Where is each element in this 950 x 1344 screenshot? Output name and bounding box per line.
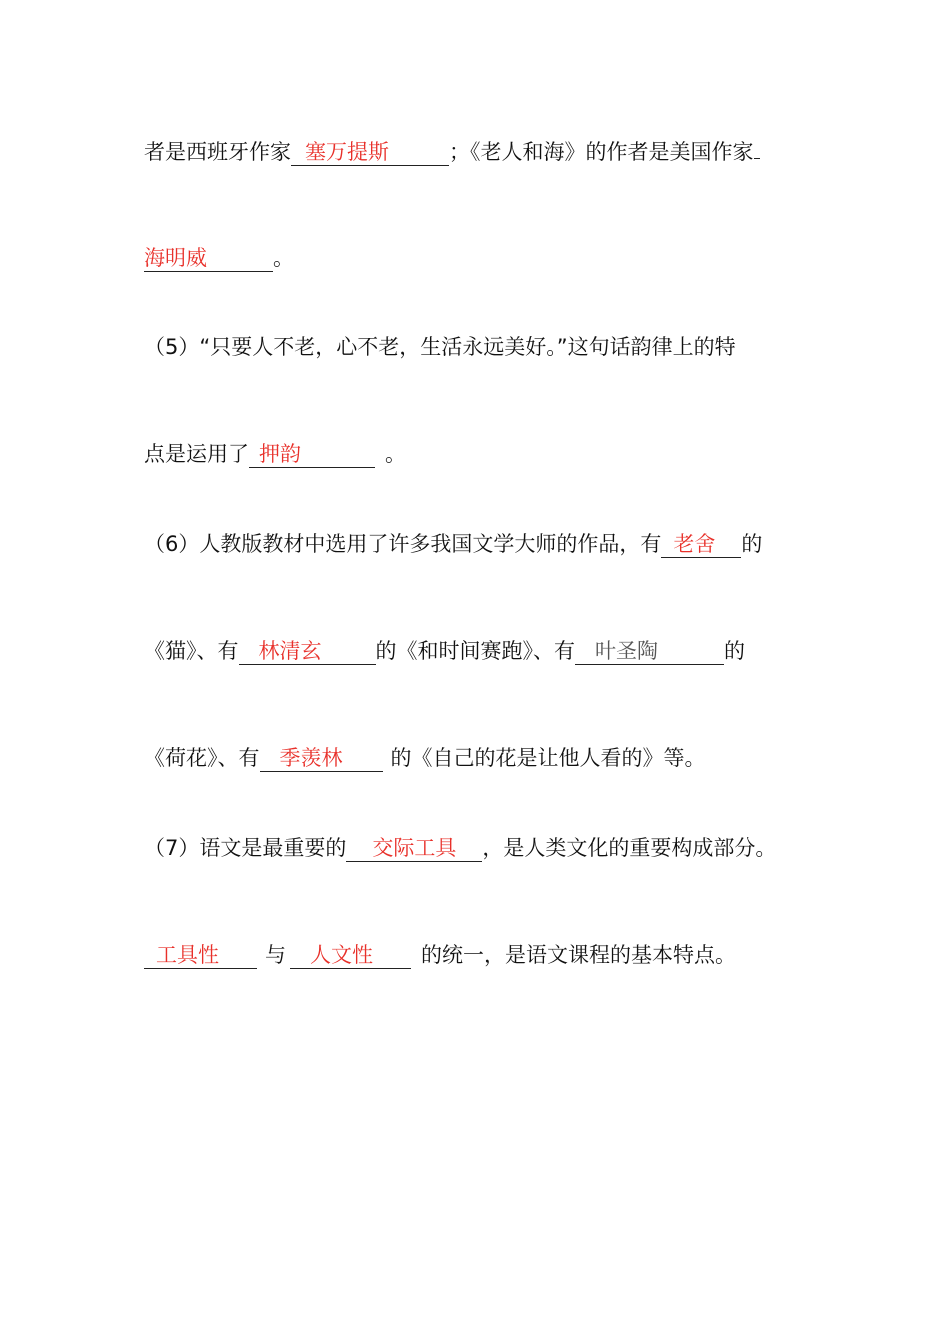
answer-ye-shengtao: 叶圣陶 bbox=[595, 639, 658, 663]
answer-instrumentality: 工具性 bbox=[156, 943, 219, 967]
line-text: 的 bbox=[724, 639, 745, 663]
answer-humanism: 人文性 bbox=[310, 943, 373, 967]
answer-communication-tool: 交际工具 bbox=[372, 836, 457, 860]
answer-hemingway: 海明威 bbox=[144, 246, 207, 270]
text-line-3 bbox=[144, 332, 736, 362]
text-line-7 bbox=[144, 743, 706, 773]
line-text: 。 bbox=[385, 442, 406, 466]
text-line-5 bbox=[144, 529, 762, 559]
line-text: 的《和时间赛跑》、有 bbox=[375, 639, 575, 663]
question-6: （6）人教版教材中选用了许多我国文学大师的作品，有 bbox=[144, 532, 662, 556]
question-5: （5）“只要人不老，心不老，生活永远美好。”这句话韵律上的特 bbox=[144, 335, 736, 359]
line-text: 。 bbox=[273, 246, 294, 270]
line-text: 《荷花》、有 bbox=[144, 746, 260, 770]
text-line-9 bbox=[144, 940, 736, 970]
text-line-8 bbox=[144, 833, 776, 863]
line-text: 《猫》、有 bbox=[144, 639, 239, 663]
line-text: 点是运用了 bbox=[144, 442, 249, 466]
text-line-2 bbox=[144, 243, 294, 273]
answer-rhyme: 押韵 bbox=[259, 442, 301, 466]
text-line-1 bbox=[144, 136, 760, 167]
line-text: ；《老人和海》的作者是美国作家 bbox=[449, 140, 754, 164]
line-text: 的《自己的花是让他人看的》等。 bbox=[390, 746, 706, 770]
answer-blank bbox=[754, 136, 760, 159]
line-text: 的统一，是语文课程的基本特点。 bbox=[421, 943, 736, 967]
line-text: 的 bbox=[741, 532, 763, 556]
question-7: （7）语文是最重要的 bbox=[144, 836, 347, 860]
answer-ji-xianlin: 季羡林 bbox=[279, 746, 343, 770]
line-text: 与 bbox=[265, 943, 286, 967]
line-text: ，是人类文化的重要构成部分。 bbox=[482, 836, 777, 860]
text-line-4 bbox=[144, 439, 406, 469]
line-text: 者是西班牙作家 bbox=[144, 140, 291, 164]
answer-laoshe: 老舍 bbox=[673, 532, 716, 556]
answer-lin-qingxuan: 林清玄 bbox=[258, 639, 322, 663]
text-line-6 bbox=[144, 636, 745, 666]
answer-cervantes: 塞万提斯 bbox=[305, 140, 389, 164]
